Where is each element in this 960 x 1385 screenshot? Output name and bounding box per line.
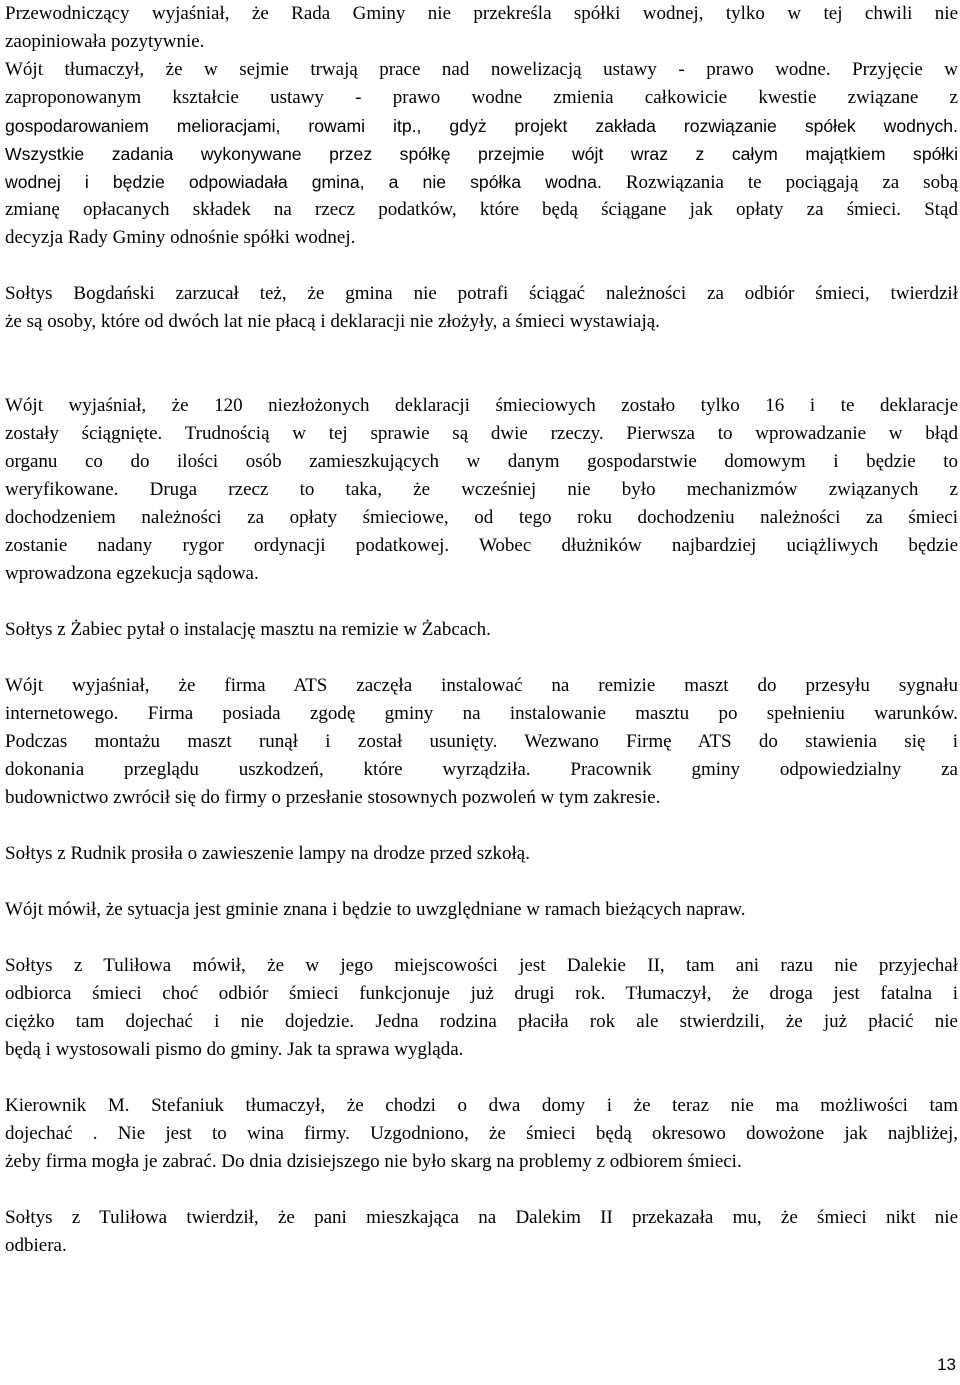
paragraph bbox=[5, 896, 958, 924]
text-segment: organu co do ilości osób zamieszkujących w danym gospodarstwie domowym i będzie to bbox=[5, 451, 958, 472]
text-segment: Wójt wyjaśniał, że firma ATS zaczęła instalować na remizie maszt do przesyłu sygnału bbox=[5, 675, 958, 696]
text-line bbox=[5, 1204, 958, 1232]
text-line bbox=[5, 728, 958, 756]
text-line bbox=[5, 140, 958, 168]
text-line bbox=[5, 1036, 958, 1064]
text-line bbox=[5, 672, 958, 700]
text-segment: Sołtys z Rudnik prosiła o zawieszenie lampy na drodze przed szkołą. bbox=[5, 843, 530, 864]
text-line bbox=[5, 700, 958, 728]
text-line bbox=[5, 476, 958, 504]
text-segment: weryfikowane. Druga rzecz to taka, że wcześniej nie było mechanizmów związanych z bbox=[5, 479, 958, 500]
text-segment: Wójt mówił, że sytuacja jest gminie znana i będzie to uwzględniane w ramach bieżących napraw. bbox=[5, 899, 746, 920]
text-line bbox=[5, 56, 958, 84]
text-line bbox=[5, 952, 958, 980]
paragraph bbox=[5, 952, 958, 1064]
text-segment: Podczas montażu maszt runął i został usunięty. Wezwano Firmę ATS do stawienia się i bbox=[5, 731, 958, 752]
paragraph bbox=[5, 392, 958, 588]
text-segment: będą i wystosowali pismo do gminy. Jak ta sprawa wygląda. bbox=[5, 1039, 464, 1060]
text-line bbox=[5, 616, 958, 644]
text-segment: zaopiniowała pozytywnie. bbox=[5, 31, 205, 52]
text-line bbox=[5, 308, 958, 336]
text-line bbox=[5, 420, 958, 448]
text-segment: Wójt tłumaczył, że w sejmie trwają prace nad nowelizacją ustawy - prawo wodne. Przyjęcie w bbox=[5, 59, 958, 80]
text-segment: Sołtys z Żabiec pytał o instalację masztu na remizie w Żabcach. bbox=[5, 619, 491, 640]
text-line bbox=[5, 560, 958, 588]
text-segment: decyzja Rady Gminy odnośnie spółki wodnej. bbox=[5, 227, 356, 248]
text-line bbox=[5, 784, 958, 812]
text-segment: Sołtys z Tuliłowa mówił, że w jego miejscowości jest Dalekie II, tam ani razu nie przyjechał bbox=[5, 955, 958, 976]
text-line bbox=[5, 196, 958, 224]
text-line bbox=[5, 224, 958, 252]
text-line bbox=[5, 28, 958, 56]
text-segment: odbiera. bbox=[5, 1235, 67, 1256]
text-segment: Rozwiązania te pociągają za sobą bbox=[601, 172, 959, 193]
text-line bbox=[5, 980, 958, 1008]
text-segment: zmianę opłacanych składek na rzecz podatków, które będą ściągane jak opłaty za śmieci. Stąd bbox=[5, 199, 958, 220]
text-segment: ciężko tam dojechać i nie dojedzie. Jedna rodzina płaciła rok ale stwierdzili, że już płacić nie bbox=[5, 1011, 958, 1032]
paragraph bbox=[5, 1092, 958, 1176]
text-line bbox=[5, 0, 958, 28]
text-line bbox=[5, 840, 958, 868]
text-line bbox=[5, 532, 958, 560]
text-segment: Przewodniczący wyjaśniał, że Rada Gminy nie przekreśla spółki wodnej, tylko w tej chwili nie bbox=[5, 3, 958, 24]
text-line bbox=[5, 1008, 958, 1036]
text-line bbox=[5, 168, 958, 196]
paragraph bbox=[5, 0, 958, 56]
text-segment: Wszystkie zadania wykonywane przez spółkę przejmie wójt wraz z całym majątkiem spółki bbox=[5, 144, 958, 164]
page-number: 13 bbox=[937, 1355, 956, 1374]
paragraph bbox=[5, 840, 958, 868]
text-segment: wodnej i będzie odpowiadała gmina, a nie spółka wodna. bbox=[5, 172, 602, 192]
text-segment: że są osoby, które od dwóch lat nie płacą i deklaracji nie złożyły, a śmieci wystawiają. bbox=[5, 311, 660, 332]
text-segment: zostanie nadany rygor ordynacji podatkowej. Wobec dłużników najbardziej uciążliwych będzie bbox=[5, 535, 958, 556]
text-segment: dojechać . Nie jest to wina firmy. Uzgodniono, że śmieci będą okresowo dowożone jak najbliżej, bbox=[5, 1123, 958, 1144]
text-line bbox=[5, 1120, 958, 1148]
text-segment: Sołtys z Tuliłowa twierdził, że pani mieszkająca na Dalekim II przekazała mu, że śmieci nikt nie bbox=[5, 1207, 958, 1228]
text-line bbox=[5, 1148, 958, 1176]
text-segment: Sołtys Bogdański zarzucał też, że gmina nie potrafi ściągać należności za odbiór śmieci, twierdził bbox=[5, 283, 958, 304]
text-segment: dochodzeniem należności za opłaty śmieciowe, od tego roku dochodzeniu należności za śmieci bbox=[5, 507, 958, 528]
paragraph bbox=[5, 1204, 958, 1260]
text-segment: Wójt wyjaśniał, że 120 niezłożonych deklaracji śmieciowych zostało tylko 16 i te deklaracje bbox=[5, 395, 958, 416]
text-line bbox=[5, 1232, 958, 1260]
text-segment: wprowadzona egzekucja sądowa. bbox=[5, 563, 259, 584]
text-segment: gospodarowaniem melioracjami, rowami itp. bbox=[5, 116, 417, 136]
text-line bbox=[5, 392, 958, 420]
paragraph bbox=[5, 280, 958, 336]
text-segment: Kierownik M. Stefaniuk tłumaczył, że chodzi o dwa domy i że teraz nie ma możliwości tam bbox=[5, 1095, 958, 1116]
text-line bbox=[5, 504, 958, 532]
text-line bbox=[5, 280, 958, 308]
text-line bbox=[5, 896, 958, 924]
text-segment: zostały ściągnięte. Trudnością w tej sprawie są dwie rzeczy. Pierwsza to wprowadzanie w błąd bbox=[5, 423, 958, 444]
text-segment: odbiorca śmieci choć odbiór śmieci funkcjonuje już drugi rok. Tłumaczył, że droga jest fatalna i bbox=[5, 983, 958, 1004]
text-segment: zaproponowanym kształcie ustawy - prawo wodne zmienia całkowicie kwestie związane z bbox=[5, 87, 958, 108]
text-segment: , gdyż projekt zakłada rozwiązanie spółek wodnych. bbox=[416, 116, 958, 136]
paragraph bbox=[5, 616, 958, 644]
text-line bbox=[5, 112, 958, 140]
paragraph bbox=[5, 56, 958, 252]
text-segment: dokonania przeglądu uszkodzeń, które wyrządziła. Pracownik gminy odpowiedzialny za bbox=[5, 759, 958, 780]
text-line bbox=[5, 84, 958, 112]
text-segment: internetowego. Firma posiada zgodę gminy na instalowanie masztu po spełnieniu warunków. bbox=[5, 703, 958, 724]
text-line bbox=[5, 756, 958, 784]
text-segment: żeby firma mogła je zabrać. Do dnia dzisiejszego nie było skarg na problemy z odbiorem śmieci. bbox=[5, 1151, 742, 1172]
text-line bbox=[5, 448, 958, 476]
paragraph bbox=[5, 672, 958, 812]
text-line bbox=[5, 1092, 958, 1120]
text-segment: budownictwo zwrócił się do firmy o przesłanie stosownych pozwoleń w tym zakresie. bbox=[5, 787, 661, 808]
